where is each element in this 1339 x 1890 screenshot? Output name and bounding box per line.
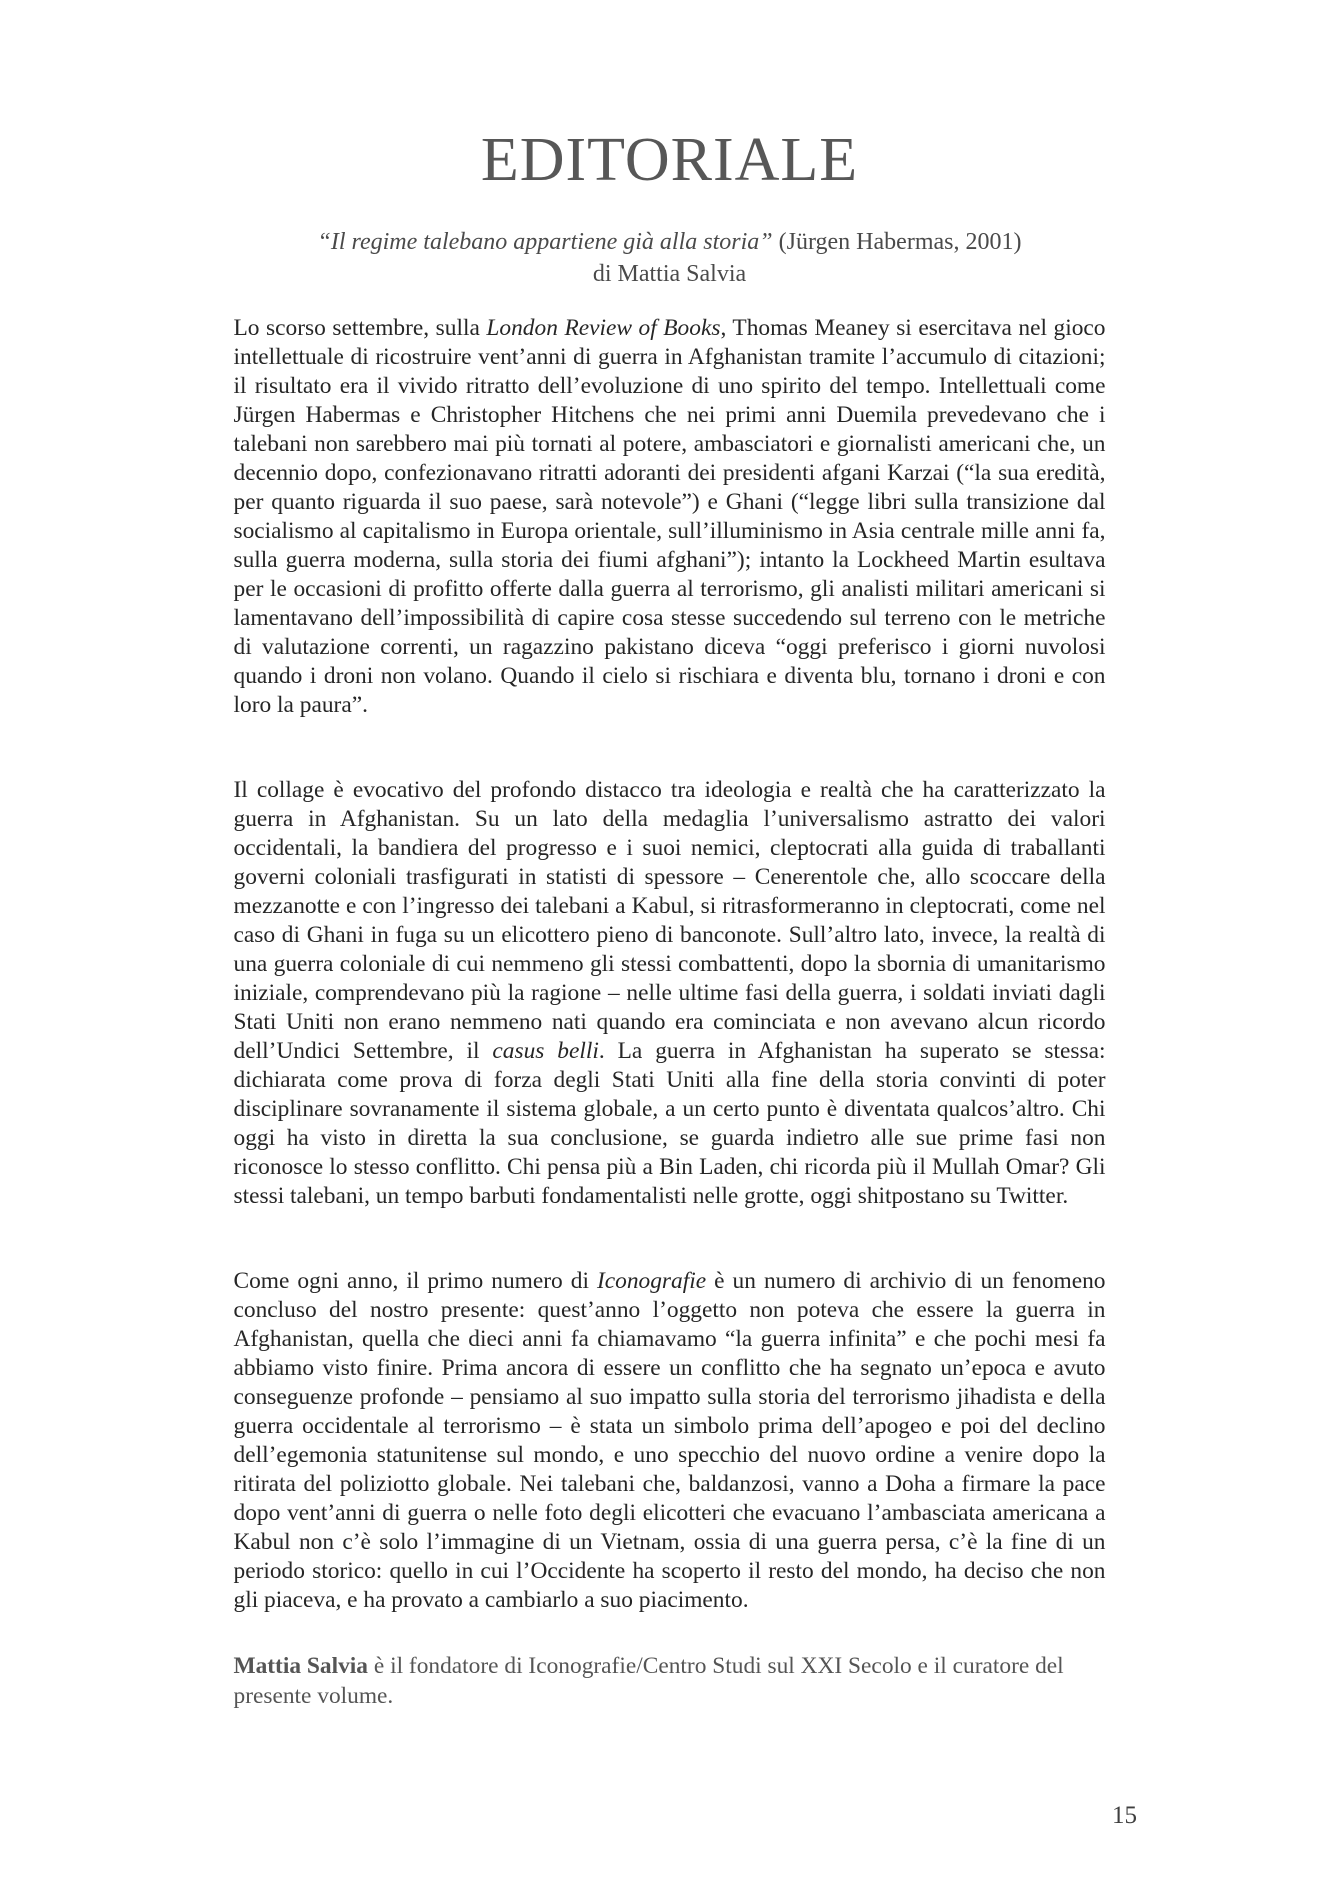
page-number: 15 (1112, 1802, 1137, 1829)
author-bio-note: Mattia Salvia è il fondatore di Iconografie/Centro Studi sul XXI Secolo e il curatore del presente volume. (233, 1653, 1064, 1710)
byline: di Mattia Salvia (592, 261, 747, 288)
article-body (234, 314, 1106, 1615)
paragraph-3: Come ogni anno, il primo numero di Iconografie è un numero di archivio di un fenomeno concluso del nostro presente: quest’anno l’oggetto non poteva che essere la guerra in Afghanistan, quella che dieci anni fa chiamavamo “la guerra infinita” e che pochi mesi fa abbiamo visto finire. Prima ancora di essere un conflitto che ha segnato un’epoca e avuto conseguenze profonde – pensiamo al suo impatto sulla storia del terrorismo jihadista e della guerra occidentale al terrorismo – è stata un simbolo prima dell’apogeo e poi del declino dell’egemonia statunitense sul mondo, e uno specchio del nuovo ordine a venire dopo la ritirata del poliziotto globale. Nei talebani che, baldanzosi, vanno a Doha a firmare la pace dopo vent’anni di guerra o nelle foto degli elicotteri che evacuano l’ambasciata americana a Kabul non c’è solo l’immagine di un Vietnam, ossia di una guerra persa, c’è la fine di un periodo storico: quello in cui l’Occidente ha scoperto il resto del mondo, ha deciso che non gli piaceva, e ha provato a cambiarlo a suo piacimento. (233, 1268, 1106, 1614)
paragraph-1: Lo scorso settembre, sulla London Review of Books, Thomas Meaney si esercitava nel gioco intellettuale di ricostruire vent’anni di guerra in Afghanistan tramite l’accumulo di citazioni; il risultato era il vivido ritratto dell’evoluzione di uno spirito del tempo. Intellettuali come Jürgen Habermas e Christopher Hitchens che nei primi anni Duemila prevedevano che i talebani non sarebbero mai più tornati al potere, ambasciatori e giornalisti americani che, un decennio dopo, confezionavano ritratti adoranti dei presidenti afgani Karzai (“la sua eredità, per quanto riguarda il suo paese, sarà notevole”) e Ghani (“legge libri sulla transizione dal socialismo al capitalismo in Europa orientale, sull’illuminismo in Asia centrale mille anni fa, sulla guerra moderna, sulla storia dei fiumi afghani”); intanto la Lockheed Martin esultava per le occasioni di profitto offerte dalla guerra al terrorismo, gli analisti militari americani si lamentavano dell’impossibilità di capire cosa stesse succedendo sul terreno con le metriche di valutazione correnti, un ragazzino pakistano diceva “oggi preferisco i giorni nuvolosi quando i droni non volano. Quando il cielo si rischiara e diventa blu, tornano i droni e con loro la paura”. (233, 315, 1106, 719)
paragraph-2: Il collage è evocativo del profondo distacco tra ideologia e realtà che ha caratterizzato la guerra in Afghanistan. Su un lato della medaglia l’universalismo astratto dei valori occidentali, la bandiera del progresso e i suoi nemici, cleptocrati alla guida di traballanti governi coloniali trasfigurati in statisti di spessore – Cenerentole che, allo scoccare della mezzanotte e con l’ingresso dei talebani a Kabul, si ritrasformeranno in cleptocrati, come nel caso di Ghani in fuga su un elicottero pieno di banconote. Sull’altro lato, invece, la realtà di una guerra coloniale di cui nemmeno gli stessi combattenti, dopo la sbornia di umanitarismo iniziale, comprendevano più la ragione – nelle ultime fasi della guerra, i soldati inviati dagli Stati Uniti non erano nemmeno nati quando era cominciata e non avevano alcun ricordo dell’Undici Settembre, il casus belli. La guerra in Afghanistan ha superato se stessa: dichiarata come prova di forza degli Stati Uniti alla fine della storia convinti di poter disciplinare sovranamente il sistema globale, a un certo punto è diventata qualcos’altro. Chi oggi ha visto in diretta la sua conclusione, se guarda indietro alle sue prime fasi non riconosce lo stesso conflitto. Chi pensa più a Bin Laden, chi ricorda più il Mullah Omar? Gli stessi talebani, un tempo barbuti fondamentalisti nelle grotte, oggi shitpostano su Twitter. (233, 777, 1106, 1210)
epigraph-quote: “Il regime talebano appartiene già alla storia” (Jürgen Habermas, 2001) (317, 229, 1022, 256)
page-title: EDITORIALE (480, 126, 859, 194)
